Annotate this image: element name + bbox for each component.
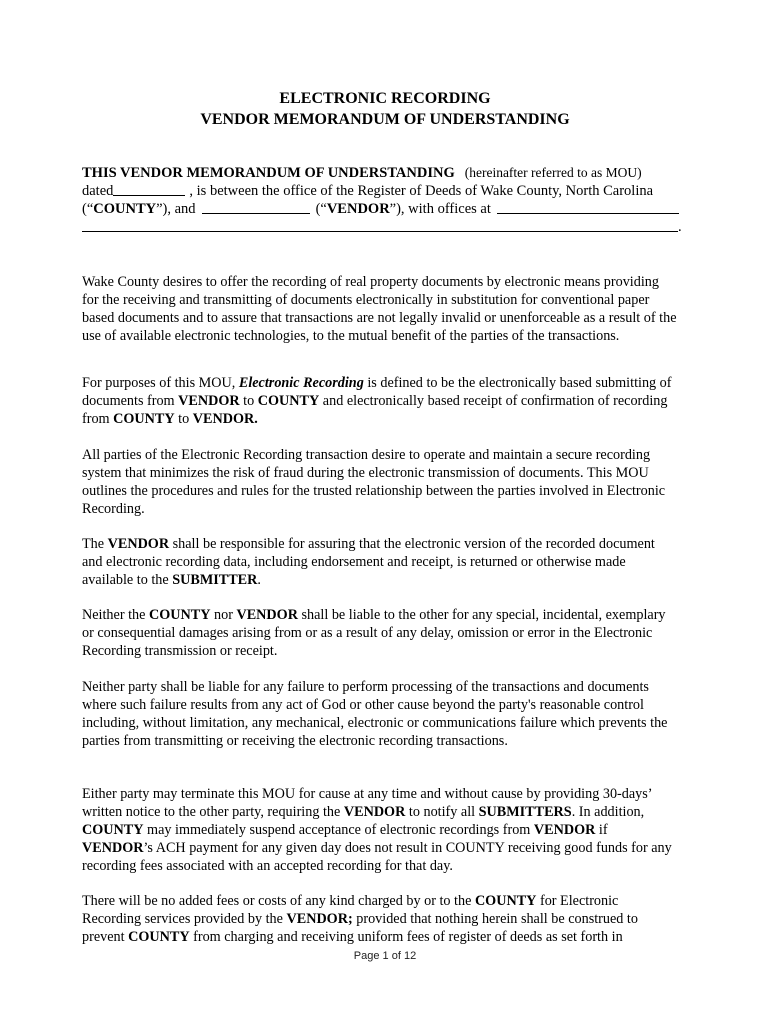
paragraph-security — [82, 446, 677, 518]
page-number-footer: Page 1 of 12 — [353, 950, 417, 962]
text-run: The — [82, 536, 108, 552]
paragraph-force-majeure — [82, 678, 677, 750]
text-run: ’s ACH payment for any given day does not result in COUNTY receiving good funds for any recording fees associated with an accepted recording for that day. — [82, 840, 672, 874]
term-electronic-recording: Electronic Recording — [238, 375, 364, 391]
text-run: shall be responsible for assuring that the electronic version of the recorded document and electronic recording data, including endorsement and receipt, is returned or otherwise made available to the — [82, 536, 655, 588]
paragraph-vendor-responsibility-text — [82, 535, 677, 589]
text-run: shall be liable to the other for any special, incidental, exemplary or consequential damages arising from or as a result of any delay, omission or error in the Electronic Recording transmission or receipt. — [82, 607, 666, 659]
document-title-line-2: VENDOR MEMORANDUM OF UNDERSTANDING — [200, 111, 570, 128]
term-submitters: SUBMITTERS — [478, 804, 572, 820]
term-vendor: VENDOR — [533, 822, 596, 838]
paragraph-purpose — [82, 273, 677, 345]
text-run: nor — [210, 607, 237, 623]
text-run: to notify all — [405, 804, 479, 820]
paragraph-fees — [82, 892, 677, 946]
intro-paragraph — [82, 164, 688, 236]
term-vendor: VENDOR — [82, 840, 144, 856]
term-county: COUNTY — [257, 393, 320, 409]
paragraph-fees-text — [82, 892, 677, 946]
vendor-term: VENDOR — [326, 201, 390, 217]
vendor-close-quote: ”), with offices at — [389, 201, 491, 217]
text-run: to — [239, 393, 258, 409]
county-term: COUNTY — [93, 201, 157, 217]
text-run: may immediately suspend acceptance of electronic recordings from — [143, 822, 534, 838]
text-run: to — [174, 411, 193, 427]
intro-lead: THIS VENDOR MEMORANDUM OF UNDERSTANDING — [82, 165, 455, 181]
text-run: provided that nothing herein shall be construed to prevent — [82, 911, 638, 945]
intro-line-2 — [82, 182, 688, 200]
text-run: is defined to be the electronically based submitting of documents from — [82, 375, 672, 409]
text-run: from charging and receiving uniform fees of register of deeds as set forth in — [189, 929, 623, 945]
term-vendor: VENDOR — [236, 607, 298, 623]
term-submitter: SUBMITTER — [172, 572, 258, 588]
date-blank — [113, 182, 185, 196]
intro-line-4 — [82, 218, 688, 236]
text-run: if — [595, 822, 608, 838]
vendor-name-blank — [202, 200, 310, 214]
intro-period: . — [678, 219, 682, 235]
paragraph-purpose-text: Wake County desires to offer the recording of real property documents by electronic means providing for the receiving and transmitting of documents electronically in substitution for conventional paper based documents and to assure that transactions are not legally invalid or unenforceable as a result of the use of available electronic technologies, to the mutual benefit of the parties of the transactions. — [82, 274, 677, 344]
term-vendor: VENDOR. — [192, 411, 258, 427]
term-county: COUNTY — [82, 822, 144, 838]
term-county: COUNTY — [113, 411, 175, 427]
text-run: . — [257, 572, 261, 588]
term-vendor: VENDOR — [107, 536, 170, 552]
text-run: For purposes of this MOU, — [82, 375, 239, 391]
text-run: There will be no added fees or costs of any kind charged by or to the — [82, 893, 475, 909]
text-run: . In addition, — [571, 804, 645, 820]
term-vendor: VENDOR; — [286, 911, 353, 927]
address-continuation-blank — [82, 218, 678, 232]
document-title-line-1: ELECTRONIC RECORDING — [279, 90, 491, 107]
paragraph-liability-text — [82, 606, 677, 660]
paragraph-definition — [82, 374, 677, 428]
term-county: COUNTY — [148, 607, 211, 623]
intro-line-1 — [82, 164, 688, 182]
paragraph-vendor-responsibility — [82, 535, 677, 589]
term-county: COUNTY — [128, 929, 190, 945]
paragraph-security-text: All parties of the Electronic Recording transaction desire to operate and maintain a secure recording system that minimizes the risk of fraud during the electronic transmission of documents. This MOU outlines the procedures and rules for the trusted relationship between the parties involved in Electronic Recording. — [82, 447, 666, 517]
paragraph-definition-text — [82, 374, 677, 428]
term-vendor: VENDOR — [343, 804, 406, 820]
county-close-quote: ”), and — [156, 201, 196, 217]
paragraph-termination-text — [82, 785, 677, 875]
vendor-address-blank — [497, 200, 679, 214]
intro-lead-rest: (hereinafter referred to as MOU) — [464, 165, 642, 180]
dated-label: dated — [82, 183, 114, 199]
text-run: for Electronic Recording services provided by the — [82, 893, 619, 927]
term-vendor: VENDOR — [178, 393, 240, 409]
intro-between: , is between the office of the Register of Deeds of Wake County, North Carolina — [189, 183, 654, 199]
intro-line-3 — [82, 200, 688, 218]
text-run: and electronically based receipt of confirmation of recording from — [82, 393, 668, 427]
text-run: Neither the — [82, 607, 149, 623]
term-county: COUNTY — [474, 893, 537, 909]
paragraph-liability — [82, 606, 677, 660]
vendor-open-quote: (“ — [315, 201, 327, 217]
text-run: Either party may terminate this MOU for cause at any time and without cause by providing 30-days’ written notice to the other party, requiring the — [82, 786, 652, 820]
paragraph-force-majeure-text: Neither party shall be liable for any failure to perform processing of the transactions and documents where such failure results from any act of God or other cause beyond the party's reasonable control including, without limitation, any mechanical, electronic or communications failure which prevents the parties from transmitting or receiving the electronic recording transactions. — [82, 679, 668, 749]
paragraph-termination — [82, 785, 677, 875]
county-open-quote: (“ — [82, 201, 94, 217]
